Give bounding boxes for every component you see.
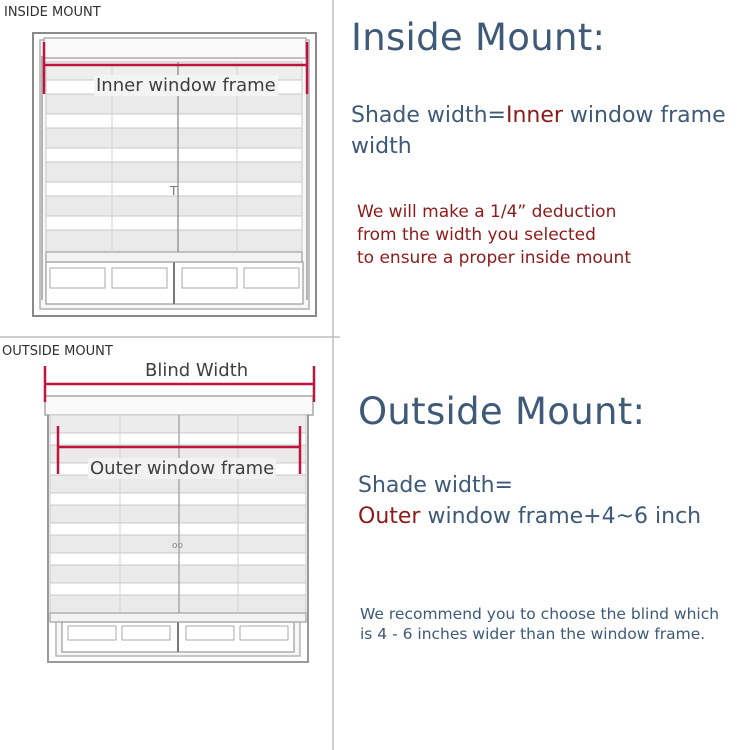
inside-formula-highlight: Inner — [505, 103, 563, 128]
svg-text:T: T — [170, 184, 178, 198]
inside-formula — [351, 100, 746, 162]
inside-mount-heading: Inside Mount: — [351, 16, 606, 59]
inside-note — [357, 201, 631, 270]
inside-mount-label: INSIDE MOUNT — [4, 5, 101, 20]
inside-formula-prefix: Shade width= — [351, 103, 506, 128]
outside-mount-label: OUTSIDE MOUNT — [2, 344, 113, 359]
outside-note — [360, 604, 719, 644]
inside-note-line: We will make a 1/4” deduction — [357, 202, 617, 222]
inside-formula-suffix: window frame width — [351, 103, 726, 159]
inside-bottom-rail — [46, 252, 302, 262]
outside-formula-highlight: Outer — [358, 504, 421, 529]
outside-mount-heading: Outside Mount: — [358, 390, 646, 433]
outside-formula-suffix: window frame+4~6 inch — [420, 504, 702, 529]
inner-window-frame-label: Inner window frame — [96, 75, 276, 96]
outside-note-line: is 4 - 6 inches wider than the window frame. — [360, 625, 706, 643]
blind-width-label: Blind Width — [145, 360, 249, 381]
outside-note-line: We recommend you to choose the blind which — [360, 605, 720, 623]
outer-window-frame-label: Outer window frame — [90, 458, 275, 479]
outside-headrail — [45, 396, 313, 415]
outside-formula — [358, 470, 701, 532]
inside-note-line: from the width you selected — [357, 225, 596, 245]
inside-headrail — [44, 38, 306, 58]
outside-window-illustration — [45, 396, 313, 662]
svg-text:oo: oo — [172, 541, 184, 551]
outside-shade-stripes — [50, 415, 306, 613]
inside-note-line: to ensure a proper inside mount — [357, 248, 631, 268]
outside-formula-line1: Shade width= — [358, 473, 513, 498]
outside-bottom-rail — [50, 613, 306, 622]
